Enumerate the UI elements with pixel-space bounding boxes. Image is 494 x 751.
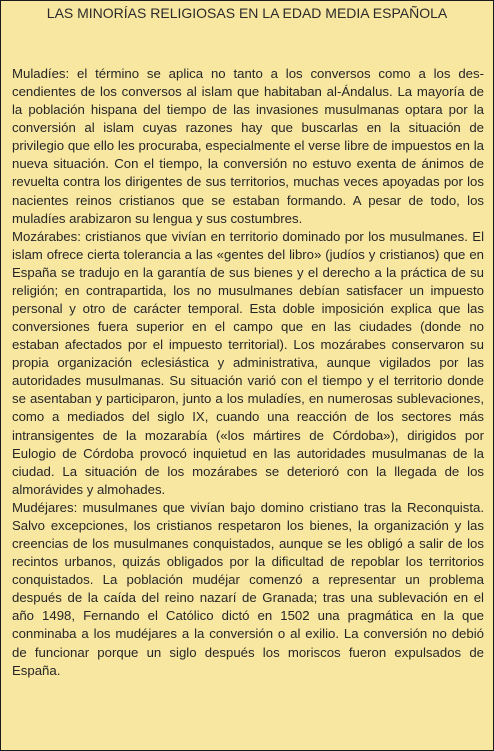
paragraph-mudejares: Mudéjares: musulmanes que vivían bajo domino cristiano tras la Reconquista. Salvo excepciones, los cristianos respetaron los bienes, la organización y las creencias de los musulmanes conquistados, aunque se les obligó a salir de los recintos urbanos, quizás obligados por la dificultad de repoblar los territorios conquistados. La población mudéjar comenzó a representar un problema después de la caída del reino nazarí de Granada; tras una sublevación en el año 1498, Fernando el Católico dictó en 1502 una pragmática en la que conminaba a los mudéjares a la conversión o al exilio. La conversión no debió de funcionar porque un siglo después los moriscos fueron expulsados de España. (12, 499, 484, 678)
paragraph-mozarabes: Mozárabes: cristianos que vivían en territorio dominado por los musulmanes. El islam ofrece cierta tolerancia a las «gentes del libro» (judíos y cristianos) que en España se tradujo en la garantía de sus bienes y el derecho a la práctica de su religión; en contrapartida, los no musulmanes debían satisfacer un impuesto personal y otro de carácter temporal. Esta doble imposición explica que las conversiones fuera superior en el campo que en las ciudades (donde no estaban afectados por el impuesto territorial). Los mozárabes conservaron su propia organización eclesiástica y administrativa, aunque vigilados por las autoridades musulmanas. Su situación varió con el tiempo y el territorio donde se asentaban y participaron, junto a los muladíes, en numerosas sublevaciones, como a mediados del siglo IX, cuando una reacción de los sectores más intransigentes de la mozarabía («los mártires de Córdoba»), dirigidos por Eulogio de Córdoba provocó inquietud en las autoridades musulmanas de la ciudad. La situación de los mozárabes se deterioró con la llegada de los almorávides y almohades. (12, 228, 484, 497)
paragraph-muladies: Muladíes: el término se aplica no tanto a los conversos como a los descendientes de los conversos al islam que habitaban al-Ándalus. La mayoría de la población hispana del tiempo de las invasiones musulmanas optara por la conversión al islam cuyas razones hay que buscarlas en la situación de privilegio que ello les procuraba, especialmente el verse libre de impuestos en la nueva situación. Con el tiempo, la conversión no estuvo exenta de ánimos de revuelta contra los dirigentes de sus territorios, muchas veces apoyadas por los nacientes reinos cristianos que se estaban formando. A pesar de todo, los muladíes arabizaron su lengua y sus costumbres. (12, 66, 484, 226)
body-text (12, 65, 484, 680)
page-title: LAS MINORÍAS RELIGIOSAS EN LA EDAD MEDIA ESPAÑOLA (46, 5, 448, 21)
